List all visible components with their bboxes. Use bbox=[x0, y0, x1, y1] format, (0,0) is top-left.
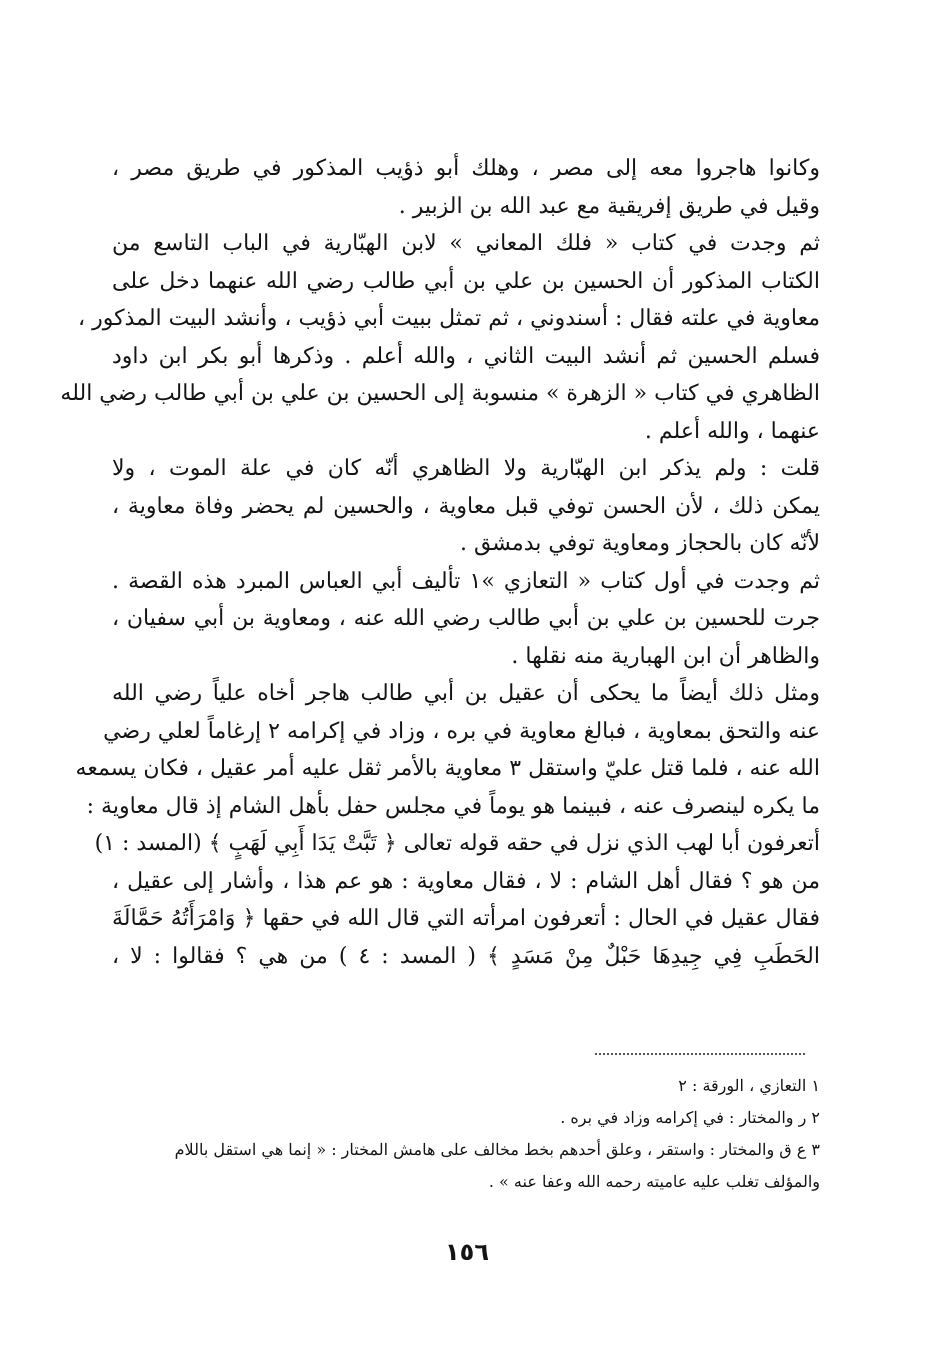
footnote-1: ١ التعازي ، الورقة : ٢ bbox=[678, 1076, 820, 1095]
text-line: ثم وجدت في أول كتاب « التعازي »١ تأليف أبي العباس المبرد هذه القصة . bbox=[112, 568, 820, 594]
text-line: ومثل ذلك أيضاً ما يحكى أن عقيل بن أبي طالب هاجر أخاه علياً رضي الله bbox=[112, 681, 820, 706]
text-line: الظاهري في كتاب « الزهرة » منسوبة إلى الحسين بن علي بن أبي طالب رضي الله bbox=[60, 381, 820, 406]
text-line: أتعرفون أبا لهب الذي نزل في حقه قوله تعالى ﴿ تَبَّتْ يَدَا أَبِي لَهَبٍ ﴾ (المسد : ١) bbox=[94, 831, 820, 856]
text-line: يمكن ذلك ، لأن الحسن توفي قبل معاوية ، والحسين لم يحضر وفاة معاوية ، bbox=[112, 493, 820, 519]
footnote-2: ٢ ر والمختار : في إكرامه وزاد في بره . bbox=[560, 1108, 820, 1127]
text-line: جرت للحسين بن علي بن أبي طالب رضي الله عنه ، ومعاوية بن أبي سفيان ، bbox=[112, 606, 820, 631]
text-line: عنه والتحق بمعاوية ، فبالغ معاوية في بره ، وزاد في إكرامه ٢ إرغاماً لعلي رضي bbox=[103, 718, 820, 744]
text-line: الحَطَبِ فِي جِيدِهَا حَبْلٌ مِنْ مَسَدٍ ﴾ ( المسد : ٤ ) من هي ؟ فقالوا : لا ، bbox=[112, 943, 820, 969]
text-line: معاوية في علته فقال : أسندوني ، ثم تمثل ببيت أبي ذؤيب ، وأنشد البيت المذكور ، bbox=[78, 306, 820, 331]
main-text bbox=[60, 150, 820, 975]
text-line: ما يكره لينصرف عنه ، فبينما هو يوماً في مجلس حفل بأهل الشام إذ قال معاوية : bbox=[86, 793, 820, 819]
text-line: فسلم الحسين ثم أنشد البيت الثاني ، والله أعلم . وذكرها أبو بكر ابن داود bbox=[112, 343, 820, 369]
footnotes bbox=[112, 1070, 820, 1198]
text-line: الكتاب المذكور أن الحسين بن علي بن أبي طالب رضي الله عنهما دخل على bbox=[112, 268, 820, 294]
text-line: قلت : ولم يذكر ابن الهبّارية ولا الظاهري أنّه كان في علة الموت ، ولا bbox=[112, 456, 820, 481]
text-line: الله عنه ، فلما قتل عليّ واستقل ٣ معاوية بالأمر ثقل عليه أمر عقيل ، فكان يسمعه bbox=[75, 756, 820, 781]
text-line: والظاهر أن ابن الهبارية منه نقلها . bbox=[511, 643, 820, 669]
text-line: لأنّه كان بالحجاز ومعاوية توفي بدمشق . bbox=[459, 531, 820, 556]
text-line: وقيل في طريق إفريقية مع عبد الله بن الزبير . bbox=[398, 193, 820, 219]
text-line: ثم وجدت في كتاب « فلك المعاني » لابن الهبّارية في الباب التاسع من bbox=[112, 231, 820, 256]
footnote-divider bbox=[595, 1053, 805, 1055]
page-number: ١٥٦ bbox=[445, 1238, 489, 1266]
text-line: فقال عقيل في الحال : أتعرفون امرأته التي قال الله في حقها ﴿ وَامْرَأَتُهُ حَمَّالَةَ bbox=[112, 906, 820, 931]
footnote-3: ٣ ع ق والمختار : واستقر ، وعلق أحدهم بخط مخالف على هامش المختار : « إنما هي استقل باللام bbox=[174, 1140, 820, 1159]
text-line: وكانوا هاجروا معه إلى مصر ، وهلك أبو ذؤيب المذكور في طريق مصر ، bbox=[112, 156, 820, 181]
footnote-3-continued: والمؤلف تغلب عليه عاميته رحمه الله وعفا عنه » . bbox=[488, 1172, 820, 1191]
text-line: عنهما ، والله أعلم . bbox=[644, 418, 820, 444]
text-line: من هو ؟ فقال أهل الشام : لا ، فقال معاوية : هو عم هذا ، وأشار إلى عقيل ، bbox=[112, 868, 820, 894]
